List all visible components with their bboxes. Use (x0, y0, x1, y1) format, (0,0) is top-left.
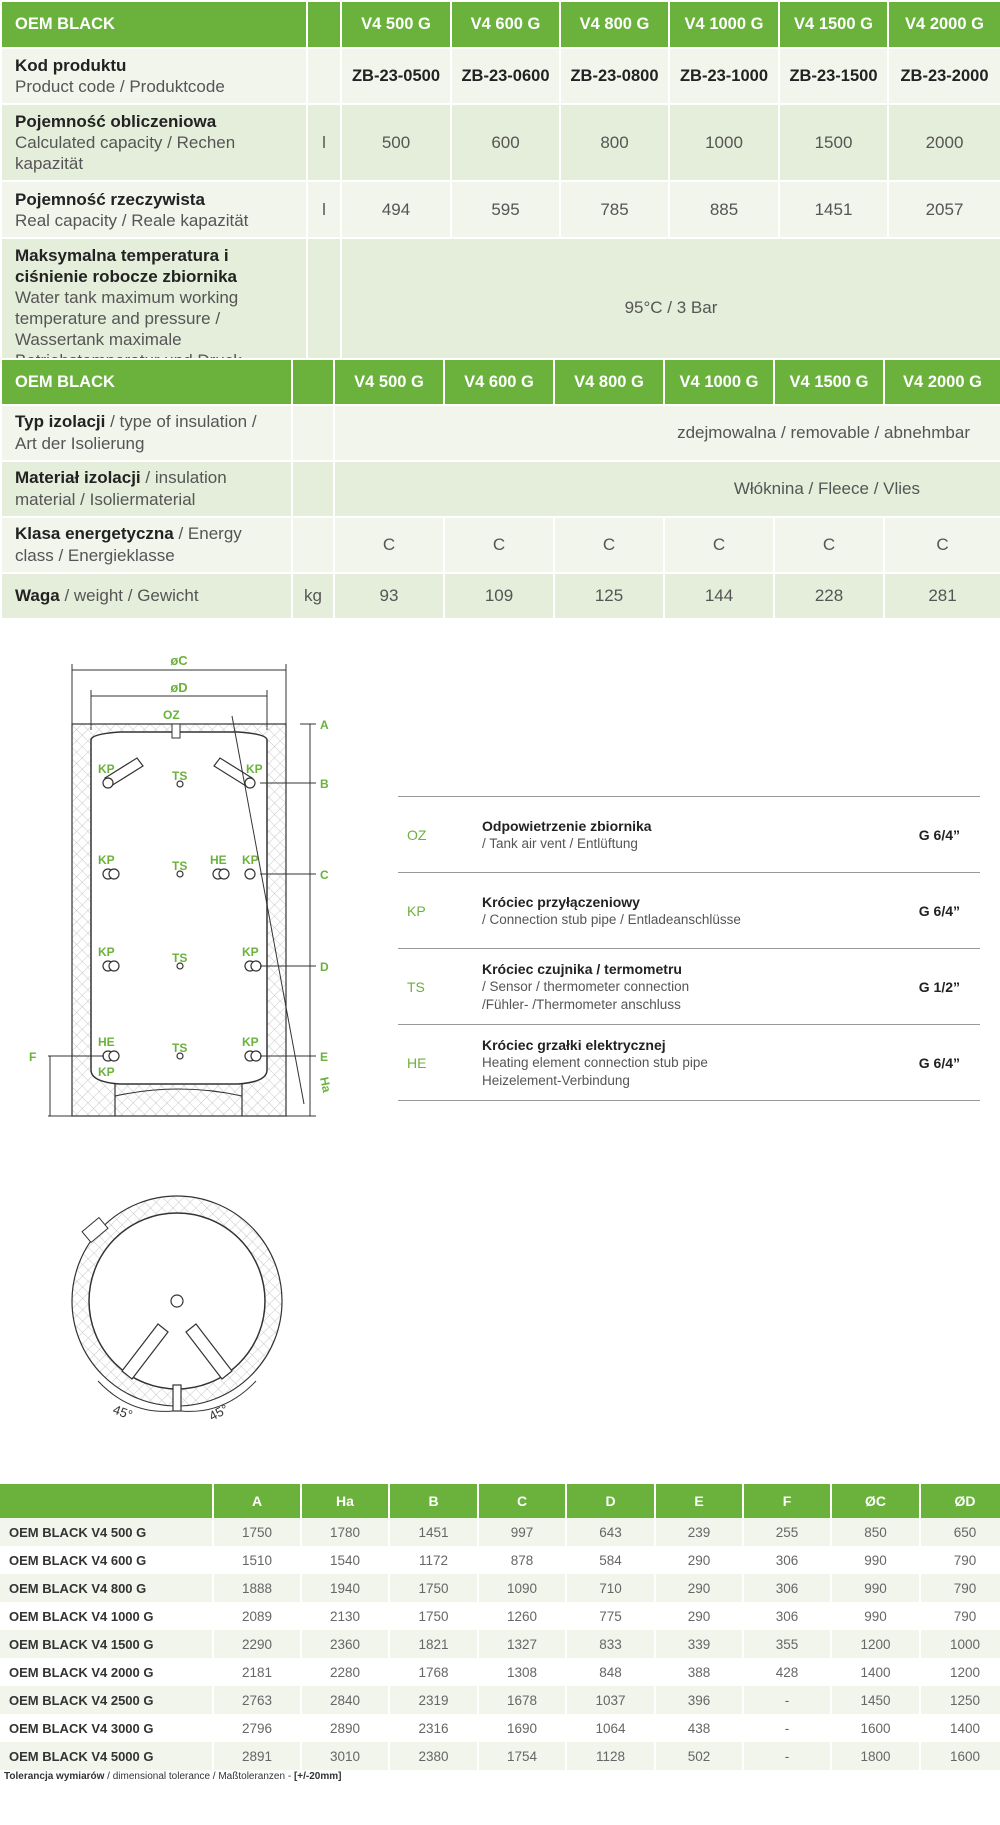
value-cell: 885 (669, 181, 779, 238)
row-label (1, 104, 307, 181)
legend-row (398, 1025, 980, 1101)
dim-cell: 1172 (389, 1546, 478, 1574)
dim-cell: - (743, 1686, 831, 1714)
model-header: V4 1500 G (779, 1, 888, 48)
row-subtitle: / type of insulation / Art der Isolierung (15, 412, 257, 453)
dim-cell: 1780 (301, 1518, 389, 1546)
header-unit (292, 359, 334, 405)
header-label: OEM BLACK (1, 1, 307, 48)
spec-header-row (1, 1, 1000, 48)
label-oz: OZ (163, 708, 180, 722)
model-header: V4 1000 G (664, 359, 774, 405)
dim-cell: 1540 (301, 1546, 389, 1574)
legend-description (482, 1025, 882, 1101)
dim-cell: 1200 (920, 1658, 1000, 1686)
row-label (1, 461, 292, 517)
legend-line: / Sensor / thermometer connection (482, 979, 690, 994)
value-cell: C (444, 517, 554, 573)
dimensions-table (0, 1484, 1000, 1770)
row-label (1, 405, 292, 461)
legend-code: TS (407, 979, 425, 995)
label-f: F (29, 1050, 37, 1064)
dim-column-header: A (213, 1484, 301, 1518)
unit-cell: kg (292, 573, 334, 619)
value-cell: 281 (884, 573, 1000, 619)
dim-column-header: C (478, 1484, 566, 1518)
label-ts: TS (172, 951, 188, 965)
unit-cell: l (307, 181, 341, 238)
max-temp-pressure-row (1, 238, 1000, 378)
dim-cell: 1600 (920, 1742, 1000, 1770)
dim-cell: 878 (478, 1546, 566, 1574)
insulation-spec-table (0, 358, 1000, 620)
dim-cell: 2796 (213, 1714, 301, 1742)
dim-cell: 306 (743, 1546, 831, 1574)
dim-cell: - (743, 1714, 831, 1742)
legend-code: OZ (407, 827, 427, 843)
legend-description (482, 949, 882, 1025)
legend-title: Odpowietrzenie zbiornika (482, 818, 652, 834)
unit-cell (307, 238, 341, 378)
dim-cell: 306 (743, 1602, 831, 1630)
model-header: V4 1000 G (669, 1, 779, 48)
value-cell: 228 (774, 573, 884, 619)
value-cell: 144 (664, 573, 774, 619)
label-he: HE (98, 1035, 115, 1049)
model-header: V4 800 G (554, 359, 664, 405)
height-labels (320, 718, 329, 1064)
calculated-capacity-row (1, 104, 1000, 181)
dim-cell: 790 (920, 1602, 1000, 1630)
value-cell: 500 (341, 104, 451, 181)
label-kp: KP (98, 762, 115, 776)
label-c: C (320, 868, 329, 882)
dim-cell: 1750 (389, 1574, 478, 1602)
dim-cell: 1064 (566, 1714, 655, 1742)
value-cell: C (774, 517, 884, 573)
table-row (0, 1630, 1000, 1658)
legend-row (398, 797, 980, 873)
label-ts: TS (172, 859, 188, 873)
label-od: øD (170, 680, 188, 695)
dim-cell: 584 (566, 1546, 655, 1574)
dim-cell: 388 (655, 1658, 743, 1686)
product-code: ZB-23-2000 (888, 48, 1000, 104)
label-kp: KP (98, 945, 115, 959)
dim-cell: 1250 (920, 1686, 1000, 1714)
dim-cell: 2840 (301, 1686, 389, 1714)
row-subtitle: Product code / Produktcode (15, 77, 225, 96)
dim-cell: 990 (831, 1574, 920, 1602)
model-header: V4 600 G (451, 1, 560, 48)
dim-cell: 2089 (213, 1602, 301, 1630)
dim-cell: 1754 (478, 1742, 566, 1770)
dim-cell: 502 (655, 1742, 743, 1770)
legend-line: / Connection stub pipe / Entladeanschlüsse (482, 912, 741, 927)
dim-cell: 255 (743, 1518, 831, 1546)
air-vent (172, 724, 180, 738)
dim-cell: 1450 (831, 1686, 920, 1714)
legend-code: HE (407, 1055, 427, 1071)
label-ts: TS (172, 769, 188, 783)
dim-cell: 2181 (213, 1658, 301, 1686)
dim-cell: 1750 (389, 1602, 478, 1630)
row-label (1, 517, 292, 573)
angle-label: 45° (110, 1401, 135, 1423)
dim-column-header: ØC (831, 1484, 920, 1518)
row-label (1, 48, 307, 104)
model-cell: OEM BLACK V4 1500 G (0, 1630, 213, 1658)
dim-cell: 650 (920, 1518, 1000, 1546)
dim-cell: 290 (655, 1546, 743, 1574)
dim-cell: 2763 (213, 1686, 301, 1714)
row-label (1, 238, 307, 378)
dim-cell: 790 (920, 1574, 1000, 1602)
table-row (0, 1546, 1000, 1574)
header-unit (307, 1, 341, 48)
legend-row (398, 873, 980, 949)
tolerance-bold: Tolerancja wymiarów (4, 1771, 105, 1782)
angle-label: 45° (206, 1401, 231, 1424)
dim-cell: 306 (743, 1574, 831, 1602)
dim-cell: 775 (566, 1602, 655, 1630)
dim-cell: 1090 (478, 1574, 566, 1602)
label-kp: KP (242, 1035, 259, 1049)
row-subtitle: Calculated capacity / Rechen kapazität (15, 133, 236, 173)
legend-value: G 1/2” (918, 979, 960, 995)
dim-cell: 1327 (478, 1630, 566, 1658)
label-d: D (320, 960, 329, 974)
dim-cell: 1128 (566, 1742, 655, 1770)
row-title: Kod produktu (15, 56, 127, 75)
dim-cell: 997 (478, 1518, 566, 1546)
value-cell: 1500 (779, 104, 888, 181)
dim-cell: 1821 (389, 1630, 478, 1658)
dim-cell: 1000 (920, 1630, 1000, 1658)
dim-cell: 1800 (831, 1742, 920, 1770)
dim-cell: 1940 (301, 1574, 389, 1602)
max-temp-pressure-value: 95°C / 3 Bar (341, 238, 1000, 378)
model-header: V4 600 G (444, 359, 554, 405)
dim-cell: 2891 (213, 1742, 301, 1770)
model-cell: OEM BLACK V4 800 G (0, 1574, 213, 1602)
value-cell: 93 (334, 573, 444, 619)
model-header: V4 2000 G (884, 359, 1000, 405)
unit-cell (292, 405, 334, 461)
model-header: V4 1500 G (774, 359, 884, 405)
legend-line: /Fühler- /Thermometer anschluss (482, 997, 681, 1012)
dim-cell: 1750 (213, 1518, 301, 1546)
dim-cell: 850 (831, 1518, 920, 1546)
legend-description (482, 873, 882, 949)
dim-cell: 1451 (389, 1518, 478, 1546)
dim-cell: 2319 (389, 1686, 478, 1714)
value-cell: 109 (444, 573, 554, 619)
dim-column-header: ØD (920, 1484, 1000, 1518)
dim-column-header: E (655, 1484, 743, 1518)
dim-cell: 643 (566, 1518, 655, 1546)
insulation-material-row (1, 461, 1000, 517)
value-cell: 125 (554, 573, 664, 619)
value-cell: 600 (451, 104, 560, 181)
value-cell: 1451 (779, 181, 888, 238)
row-subtitle: Real capacity / Reale kapazität (15, 210, 249, 230)
label-kp: KP (98, 1065, 115, 1079)
dim-cell: 1690 (478, 1714, 566, 1742)
dim-cell: 290 (655, 1602, 743, 1630)
legend-value: G 6/4” (918, 903, 960, 919)
row-title: Pojemność rzeczywista (15, 189, 205, 209)
label-e: E (320, 1050, 329, 1064)
value-cell: C (664, 517, 774, 573)
dim-cell: 2130 (301, 1602, 389, 1630)
dimensions-header-row (0, 1484, 1000, 1518)
model-header: V4 800 G (560, 1, 669, 48)
value-cell: C (884, 517, 1000, 573)
table-row (0, 1742, 1000, 1770)
tank-top-drawing (60, 1185, 290, 1435)
unit-cell (307, 48, 341, 104)
legend-value: G 6/4” (918, 827, 960, 843)
dim-cell: 2360 (301, 1630, 389, 1658)
value-cell: 2000 (888, 104, 1000, 181)
row-subtitle: Water tank maximum working temperature and pressure / Wassertank maximale Betriebstemperatur und Druck (15, 288, 242, 370)
dim-cell: 990 (831, 1602, 920, 1630)
model-column-header (0, 1484, 213, 1518)
row-subtitle: / insulation material / Isoliermaterial (15, 468, 227, 509)
tolerance-value: [+/-20mm] (293, 1771, 342, 1782)
row-title: Klasa energetyczna (15, 524, 174, 543)
table-row (0, 1658, 1000, 1686)
row-title: Materiał izolacji (15, 468, 141, 487)
value-cell: 800 (560, 104, 669, 181)
dim-cell: 790 (920, 1546, 1000, 1574)
dim-cell: 355 (743, 1630, 831, 1658)
table-row (0, 1686, 1000, 1714)
dim-cell: 428 (743, 1658, 831, 1686)
label-b: B (320, 777, 329, 791)
model-header: V4 500 G (334, 359, 444, 405)
table-row (0, 1714, 1000, 1742)
label-a: A (320, 718, 329, 732)
row-title: Waga (15, 586, 60, 605)
model-header: V4 500 G (341, 1, 451, 48)
insulation-type-row (1, 405, 1000, 461)
row-title: Typ izolacji (15, 412, 106, 431)
row-label (1, 181, 307, 238)
label-kp: KP (98, 853, 115, 867)
product-code: ZB-23-1500 (779, 48, 888, 104)
label-he: HE (210, 853, 227, 867)
legend-title: Króciec przyłączeniowy (482, 894, 640, 910)
product-code: ZB-23-0600 (451, 48, 560, 104)
dim-cell: 1510 (213, 1546, 301, 1574)
legend-line: Heizelement-Verbindung (482, 1073, 630, 1088)
legend-description (482, 797, 882, 873)
row-subtitle: / weight / Gewicht (59, 586, 199, 605)
product-code: ZB-23-0800 (560, 48, 669, 104)
table-row (0, 1518, 1000, 1546)
product-code: ZB-23-0500 (341, 48, 451, 104)
dim-column-header: D (566, 1484, 655, 1518)
dim-cell: 1888 (213, 1574, 301, 1602)
model-cell: OEM BLACK V4 2500 G (0, 1686, 213, 1714)
label-kp: KP (246, 762, 263, 776)
header-label: OEM BLACK (1, 359, 292, 405)
product-spec-table (0, 0, 1000, 379)
dim-cell: 848 (566, 1658, 655, 1686)
connection-legend (398, 796, 980, 1101)
dim-cell: 2890 (301, 1714, 389, 1742)
dim-cell: 1400 (831, 1658, 920, 1686)
unit-cell (292, 517, 334, 573)
model-header: V4 2000 G (888, 1, 1000, 48)
insulation-type-value: zdejmowalna / removable / abnehmbar (334, 405, 1000, 461)
dim-cell: 1678 (478, 1686, 566, 1714)
legend-title: Króciec grzałki elektrycznej (482, 1037, 666, 1053)
label-kp: KP (242, 853, 259, 867)
label-kp: KP (242, 945, 259, 959)
tolerance-note (4, 1771, 341, 1782)
unit-cell: l (307, 104, 341, 181)
row-label (1, 573, 292, 619)
value-cell: 1000 (669, 104, 779, 181)
row-title: Pojemność obliczeniowa (15, 112, 217, 131)
model-cell: OEM BLACK V4 1000 G (0, 1602, 213, 1630)
table-row (0, 1602, 1000, 1630)
value-cell: C (554, 517, 664, 573)
insulation-material-value: Włóknina / Fleece / Vlies (334, 461, 1000, 517)
dim-cell: - (743, 1742, 831, 1770)
value-cell: C (334, 517, 444, 573)
dim-cell: 2290 (213, 1630, 301, 1658)
dimensions-body (0, 1518, 1000, 1770)
dim-cell: 990 (831, 1546, 920, 1574)
product-code: ZB-23-1000 (669, 48, 779, 104)
dim-cell: 2280 (301, 1658, 389, 1686)
model-cell: OEM BLACK V4 3000 G (0, 1714, 213, 1742)
product-code-row (1, 48, 1000, 104)
unit-cell (292, 461, 334, 517)
top-ts-port (171, 1295, 183, 1307)
dim-column-header: Ha (301, 1484, 389, 1518)
dim-cell: 239 (655, 1518, 743, 1546)
energy-class-row (1, 517, 1000, 573)
dim-cell: 3010 (301, 1742, 389, 1770)
dim-cell: 1260 (478, 1602, 566, 1630)
dim-cell: 290 (655, 1574, 743, 1602)
label-ts: TS (172, 1041, 188, 1055)
legend-row (398, 949, 980, 1025)
dim-cell: 396 (655, 1686, 743, 1714)
legend-code: KP (407, 903, 426, 919)
spec-header-row (1, 359, 1000, 405)
dim-column-header: B (389, 1484, 478, 1518)
value-cell: 785 (560, 181, 669, 238)
row-title: Maksymalna temperatura i ciśnienie robocze zbiornika (15, 246, 238, 286)
model-cell: OEM BLACK V4 5000 G (0, 1742, 213, 1770)
legend-title: Króciec czujnika / termometru (482, 961, 682, 977)
dim-cell: 1400 (920, 1714, 1000, 1742)
weight-row (1, 573, 1000, 619)
row-subtitle: / Energy class / Energieklasse (15, 524, 242, 565)
dimension-od (91, 680, 267, 730)
legend-value: G 6/4” (918, 1055, 960, 1071)
value-cell: 595 (451, 181, 560, 238)
dim-cell: 1037 (566, 1686, 655, 1714)
tank-side-drawing (20, 650, 350, 1170)
dim-cell: 1600 (831, 1714, 920, 1742)
dim-cell: 438 (655, 1714, 743, 1742)
dim-cell: 1308 (478, 1658, 566, 1686)
legend-line: Heating element connection stub pipe (482, 1055, 708, 1070)
value-cell: 2057 (888, 181, 1000, 238)
dim-cell: 2380 (389, 1742, 478, 1770)
label-ha: Ha (317, 1075, 334, 1094)
dim-cell: 2316 (389, 1714, 478, 1742)
real-capacity-row (1, 181, 1000, 238)
table-row (0, 1574, 1000, 1602)
value-cell: 494 (341, 181, 451, 238)
model-cell: OEM BLACK V4 500 G (0, 1518, 213, 1546)
dim-cell: 339 (655, 1630, 743, 1658)
label-oc: øC (170, 653, 188, 668)
dim-cell: 1200 (831, 1630, 920, 1658)
tolerance-text: / dimensional tolerance / Maßtoleranzen - (104, 1771, 294, 1782)
dim-cell: 833 (566, 1630, 655, 1658)
dim-column-header: F (743, 1484, 831, 1518)
model-cell: OEM BLACK V4 600 G (0, 1546, 213, 1574)
dim-cell: 710 (566, 1574, 655, 1602)
dim-cell: 1768 (389, 1658, 478, 1686)
model-cell: OEM BLACK V4 2000 G (0, 1658, 213, 1686)
legend-line: / Tank air vent / Entlüftung (482, 836, 638, 851)
